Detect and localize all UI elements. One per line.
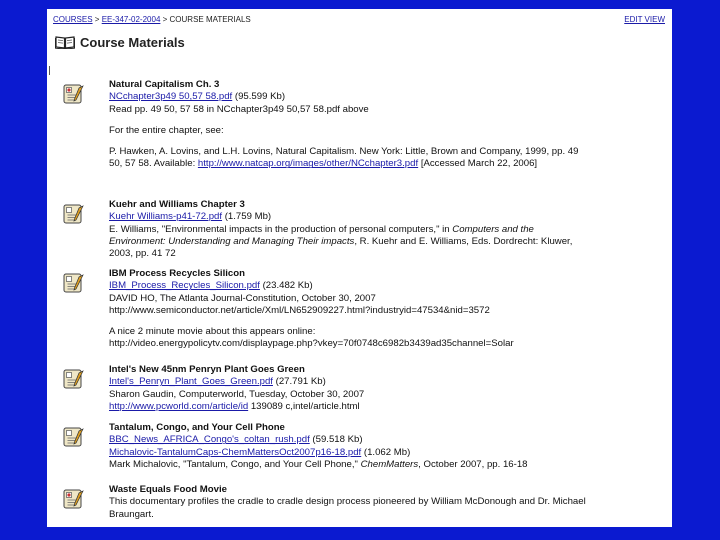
file-size: (27.791 Kb) [272, 376, 326, 388]
breadcrumb-current: COURSE MATERIALS [169, 15, 251, 24]
file-link[interactable]: BBC_News_AFRICA_Congo's_coltan_rush.pdf [109, 434, 310, 446]
item-description: This documentary profiles the cradle to cradle design process pioneered by William McDonough and Dr. Michael Braungart. [109, 496, 586, 520]
item-note: A nice 2 minute movie about this appears online: [109, 326, 316, 338]
file-link[interactable]: IBM_Process_Recycles_Silicon.pdf [109, 280, 260, 292]
document-icon [63, 368, 85, 390]
file-size: (1.759 Mb) [222, 211, 272, 223]
item-content [109, 79, 589, 171]
item-content [109, 199, 589, 260]
item-title: Natural Capitalism Ch. 3 [109, 79, 220, 90]
breadcrumb-courses-link[interactable]: COURSES [53, 15, 93, 24]
item-title: IBM Process Recycles Silicon [109, 268, 245, 279]
breadcrumb-course-link[interactable]: EE-347-02-2004 [101, 15, 161, 24]
course-materials-page [47, 9, 672, 527]
document-icon [63, 83, 85, 105]
item-content [109, 268, 589, 351]
breadcrumb-separator: > [160, 15, 170, 24]
item-content [109, 422, 589, 471]
item-note: Read pp. 49 50, 57 58 in NCchapter3p49 50,57 58.pdf above [109, 103, 369, 115]
breadcrumb [53, 15, 251, 24]
item-url: http://www.pcworld.com/article/id 139089 c,intel/article.html [109, 400, 360, 412]
item-citation: Mark Michalovic, "Tantalum, Congo, and Your Cell Phone," ChemMatters, October 2007, pp. 16-18 [109, 458, 528, 470]
file-size: (23.482 Kb) [259, 280, 313, 292]
item-title: Intel's New 45nm Penryn Plant Goes Green [109, 364, 305, 375]
citation-link[interactable]: http://www.natcap.org/images/other/NCchapter3.pdf [197, 158, 419, 170]
movie-icon [63, 488, 85, 510]
article-link[interactable]: http://www.pcworld.com/article/id [109, 400, 249, 412]
item-byline: Sharon Gaudin, Computerworld, Tuesday, October 30, 2007 [109, 388, 365, 400]
file-link[interactable]: Michalovic-TantalumCaps-ChemMattersOct2007p16-18.pdf [109, 446, 362, 458]
item-citation: P. Hawken, A. Lovins, and L.H. Lovins, Natural Capitalism. New York: Little, Brown and Company, 1999, pp. 49 50, 57 58. Available: http://www.natcap.org/images/other/NCchapter3.pdf [Accessed March 22, 2006] [109, 146, 579, 170]
item-title: Kuehr and Williams Chapter 3 [109, 199, 245, 210]
file-size: (59.518 Kb) [309, 434, 363, 446]
breadcrumb-separator: > [92, 15, 102, 24]
page-title: Course Materials [80, 35, 185, 50]
file-link[interactable]: Kuehr Williams-p41-72.pdf [109, 211, 223, 223]
item-url: http://www.semiconductor.net/article/Xml/LN652909227.html?industryid=47534&nid=3572 [109, 304, 490, 316]
item-byline: DAVID HO, The Atlanta Journal-Constitution, October 30, 2007 [109, 292, 376, 304]
item-title: Tantalum, Congo, and Your Cell Phone [109, 422, 285, 433]
item-content [109, 484, 589, 521]
file-link[interactable]: NCchapter3p49 50,57 58.pdf [109, 91, 233, 103]
document-icon [63, 272, 85, 294]
item-content [109, 364, 589, 413]
document-icon [63, 426, 85, 448]
text-cursor [49, 66, 50, 75]
top-bar [47, 9, 672, 27]
document-icon [63, 203, 85, 225]
file-size: (1.062 Mb) [361, 446, 411, 458]
item-citation: E. Williams, "Environmental impacts in the production of personal computers," in Computers and the Environment: Understanding and Managing Their impacts, R. Kuehr and E. Williams, Eds. Dordrecht: Kluwer, 2003, pp. 41 72 [109, 223, 573, 260]
book-icon [55, 35, 75, 49]
item-url: http://video.energypolicytv.com/displaypage.php?vkey=70f0748c6982b3439ad35channel=Solar [109, 338, 514, 350]
file-link[interactable]: Intel's_Penryn_Plant_Goes_Green.pdf [109, 376, 273, 388]
edit-view-link[interactable]: EDIT VIEW [624, 15, 665, 24]
item-title: Waste Equals Food Movie [109, 484, 227, 495]
item-note: For the entire chapter, see: [109, 124, 224, 136]
file-size: (95.599 Kb) [232, 91, 286, 103]
